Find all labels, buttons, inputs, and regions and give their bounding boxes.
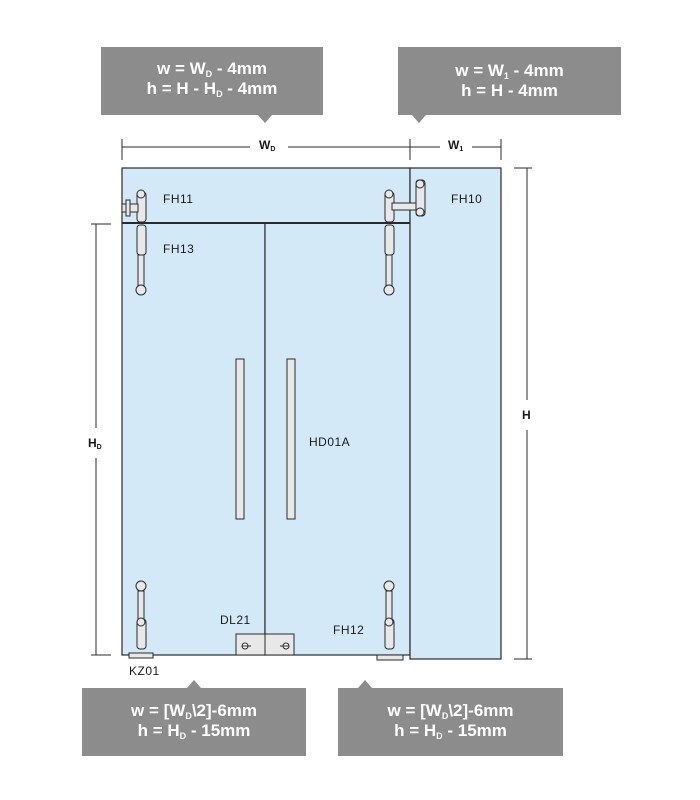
dim-label-hd: $H_D$ <box>88 436 102 451</box>
pull-handle-left <box>236 359 244 519</box>
label-dl21: DL21 <box>220 613 251 627</box>
callout-top-left-line2: $h = H - H_D - 4mm$ <box>146 79 278 99</box>
callout-bottom-right-line1: $w = [W_D\backslash 2]-6mm$ <box>387 701 514 721</box>
dim-label-h: H <box>522 408 531 422</box>
callout-top-left-line1: $w = W_D - 4mm$ <box>157 59 267 79</box>
side-panel <box>410 168 501 659</box>
label-fh12: FH12 <box>333 623 365 637</box>
label-kz01: KZ01 <box>129 664 160 678</box>
label-fh11: FH11 <box>163 192 194 206</box>
callout-bottom-right-line2: $h = H_D - 15mm$ <box>394 721 507 741</box>
label-hd01a: HD01A <box>309 435 351 449</box>
callout-bottom-left-line1: $w = [W_D\backslash 2]-6mm$ <box>131 701 257 721</box>
label-fh10: FH10 <box>451 192 483 206</box>
floor-lock <box>236 634 294 655</box>
dim-label-wd: $W_D$ <box>259 138 276 153</box>
label-fh13: FH13 <box>163 242 195 256</box>
callout-bottom-left-line2: $h = H_D - 15mm$ <box>137 721 251 741</box>
callout-top-right-line1: $w = W_1 - 4mm$ <box>455 61 564 81</box>
dim-label-w1: $W_1$ <box>448 138 464 153</box>
callout-top-right-line2: h = H - 4mm <box>461 81 558 100</box>
pull-handle-right <box>287 359 295 519</box>
